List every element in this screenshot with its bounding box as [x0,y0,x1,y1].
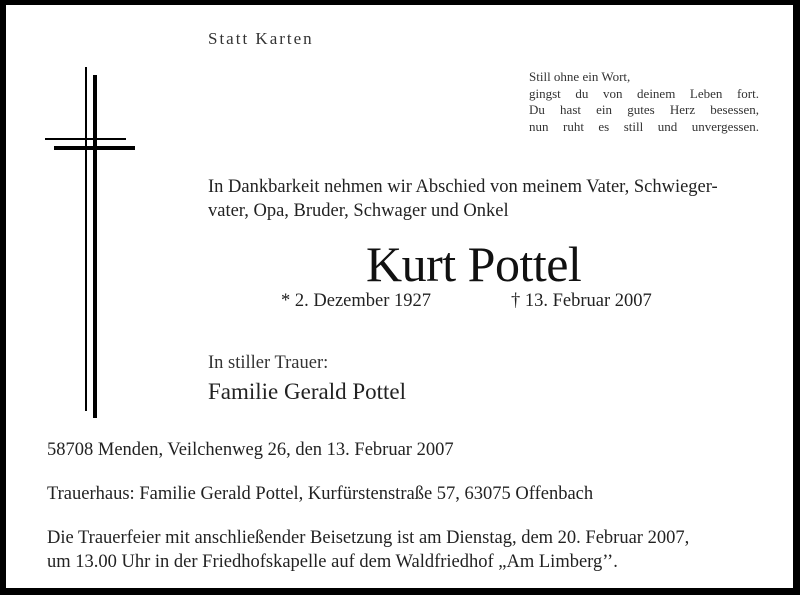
cross-icon [6,5,146,425]
trauerhaus-line: Trauerhaus: Familie Gerald Pottel, Kurfürstenstraße 57, 63075 Offenbach [47,484,594,504]
intro-line: vater, Opa, Bruder, Schwager und Onkel [208,201,509,221]
poem-line: nun ruht es still und unvergessen. [529,118,759,134]
address-line: 58708 Menden, Veilchenweg 26, den 13. Februar 2007 [47,440,454,460]
statt-karten-heading: Statt Karten [208,29,314,48]
poem-line: Du hast ein gutes Herz besessen, [529,102,759,117]
poem [529,69,759,135]
intro-line: In Dankbarkeit nehmen wir Abschied von meinem Vater, Schwieger- [208,177,718,197]
service-line: um 13.00 Uhr in der Friedhofskapelle auf dem Waldfriedhof „Am Limberg’’. [47,552,618,572]
intro-text [208,175,718,223]
deceased-name: Kurt Pottel [366,236,582,292]
mourners-label: In stiller Trauer: [208,353,329,373]
death-date: † 13. Februar 2007 [511,291,652,311]
birth-date: * 2. Dezember 1927 [281,291,432,311]
service-line: Die Trauerfeier mit anschließender Beisetzung ist am Dienstag, dem 20. Februar 2007, [47,528,690,548]
mourners-family: Familie Gerald Pottel [208,379,407,404]
poem-line: Still ohne ein Wort, [529,69,631,84]
service-info [47,526,689,574]
poem-line: gingst du von deinem Leben fort. [529,85,759,101]
obituary-card [6,5,793,588]
